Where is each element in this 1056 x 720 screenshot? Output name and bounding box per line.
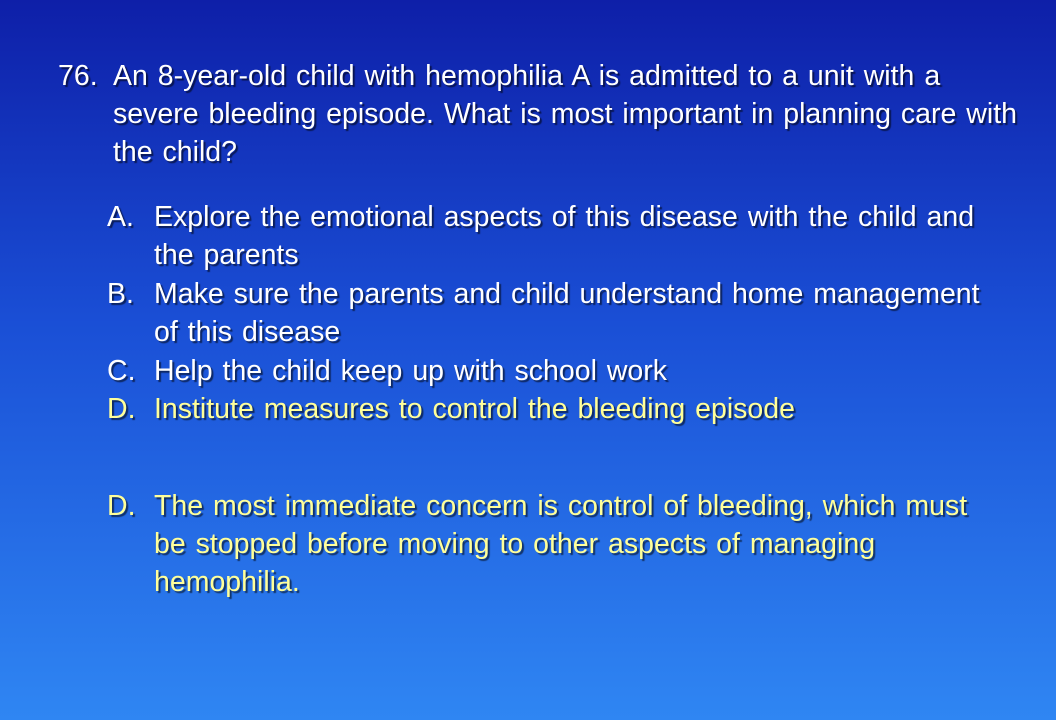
answer-letter: D. <box>107 490 136 522</box>
question-number: 76. <box>58 60 98 92</box>
option-letter: C. <box>107 355 136 387</box>
option-d <box>107 390 1007 428</box>
option-letter: D. <box>107 393 136 425</box>
answer-explanation <box>107 487 1007 601</box>
option-c <box>107 352 1007 390</box>
option-text: Help the child keep up with school work <box>154 355 668 387</box>
option-text: Institute measures to control the bleeding episode <box>154 393 795 425</box>
answer-text: The most immediate concern is control of bleeding, which must be stopped before moving to other aspects of managing hemophilia. <box>154 490 968 598</box>
option-text: Make sure the parents and child understand home management of this disease <box>154 278 980 348</box>
question-text: An 8-year-old child with hemophilia A is admitted to a unit with a severe bleeding episode. What is most important in planning care with the child? <box>113 60 1017 168</box>
question <box>58 57 1018 171</box>
option-letter: A. <box>107 201 134 233</box>
option-letter: B. <box>107 278 134 310</box>
option-text: Explore the emotional aspects of this disease with the child and the parents <box>154 201 975 271</box>
option-b <box>107 275 1007 351</box>
option-a <box>107 198 1007 274</box>
